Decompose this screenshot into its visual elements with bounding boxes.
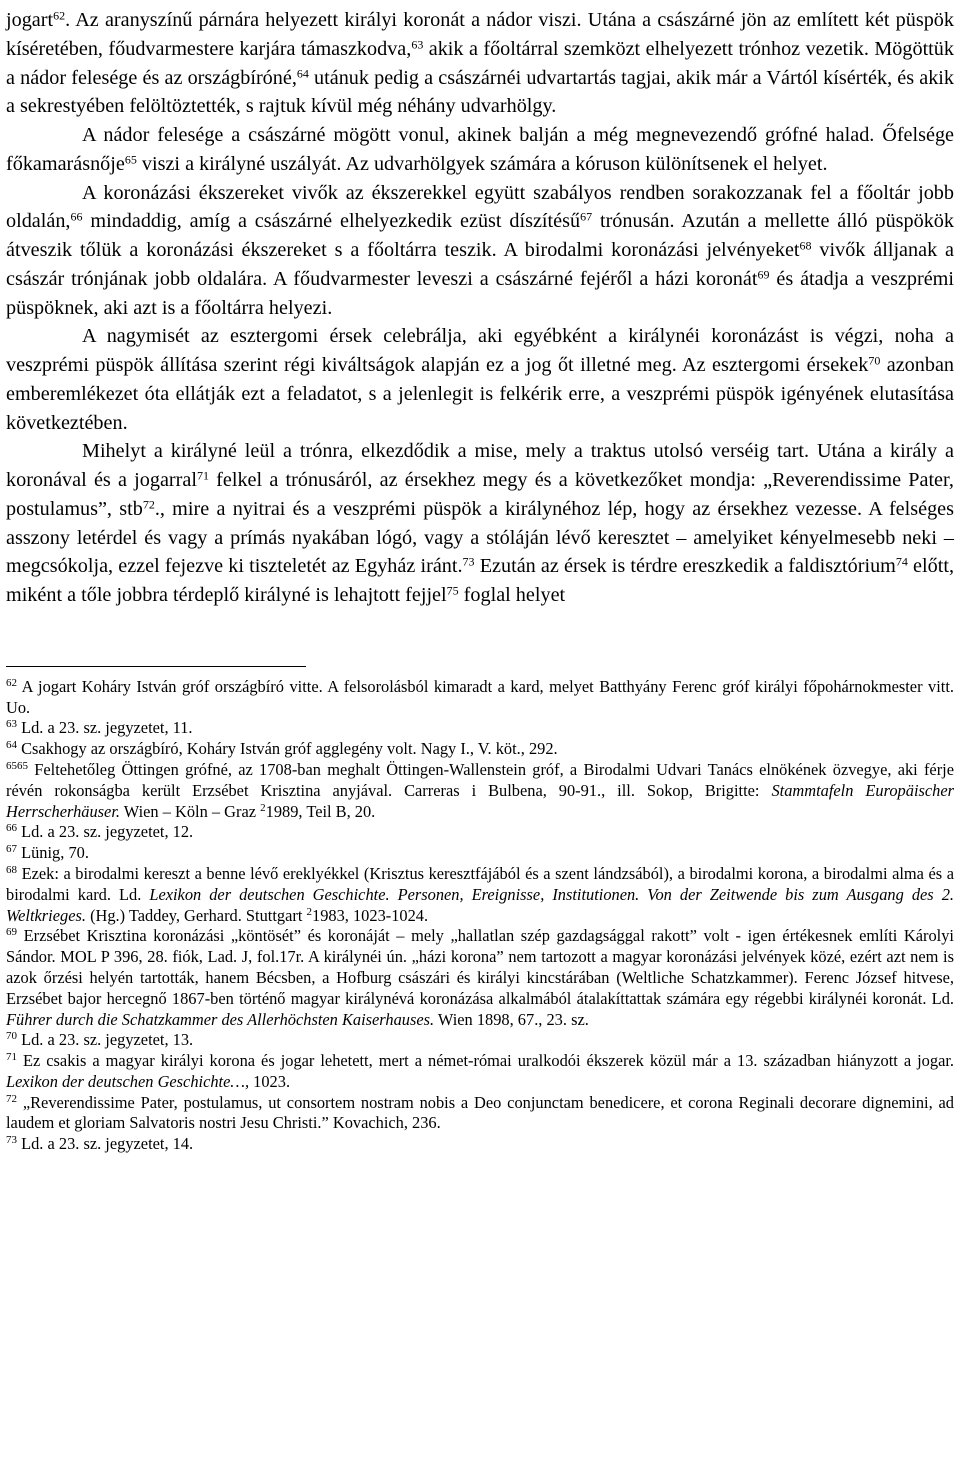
footnote-ref: 69 — [6, 926, 17, 939]
text-run: utánuk pedig a császárnéi udvartartás tagjai, akik már a Vártól kísérték, és akik a sekrestyében felöltöztették, s rajtuk kívül még néhány udvarhölgy. — [6, 66, 954, 118]
italic-text: Stammtafeln Europäischer Herrscherhäuser. — [6, 780, 954, 821]
text-run: előtt, miként a tőle jobbra térdeplő királyné is lehajtott fejjel — [6, 555, 954, 606]
footnote-ref: 72 — [142, 497, 155, 512]
footnote — [6, 822, 954, 843]
text-run: „Reverendissime Pater, postulamus, ut consortem nostram nobis a Deo conjunctam benedicere, et corona Reginali decorare dignemini, ad laudem et gloriam Salvatoris nostri Jesu Christi.” Kovachich, 236. — [6, 1092, 954, 1133]
text-run: A koronázási ékszereket vivők az ékszerekkel együtt szabályos rendben sorakozzanak fel a főoltár jobb oldalán, — [6, 181, 954, 233]
footnote-ref: 68 — [799, 238, 812, 253]
footnote-separator — [6, 666, 306, 667]
text-run: azonban emberemlékezet óta ellátják ezt a feladatot, s a jelenlegit is felkérik erre, a veszprémi püspök igényének elutasítása következtében. — [6, 354, 954, 434]
footnote — [6, 843, 954, 864]
footnote-ref: 75 — [446, 583, 459, 598]
footnote-ref: 2 — [260, 801, 266, 814]
text-run: Wien – Köln – Graz — [119, 801, 261, 821]
text-run: akik a főoltárral szemközt elhelyezett trónhoz vezetik. Mögöttük a nádor felesége és az országbíróné, — [6, 37, 954, 89]
text-run: Ezek: a birodalmi kereszt a benne lévő ereklyékkel (Krisztus keresztfájából és a szent lándzsából), a birodalmi korona, a birodalmi alma és a birodalmi kard. Ld. — [6, 863, 954, 904]
text-run: Mihelyt a királyné leül a trónra, elkezdődik a mise, mely a traktus utolsó verséig tart. Utána a király a koronával és a jogarral — [6, 440, 954, 491]
footnote-ref: 71 — [6, 1051, 17, 1064]
footnote-ref: 65 — [124, 152, 137, 167]
text-run: A nagymisét az esztergomi érsek celebrálja, aki egyébként a királynéi koronázást is végzi, noha a veszprémi püspök állítása szerint régi kiváltságok alapján ez a jog őt illetné meg. Az esztergomi érsekek — [6, 325, 954, 376]
text-run: Feltehetőleg Öttingen grófné, az 1708-ban meghalt Öttingen-Wallenstein gróf, a Birodalmi Udvari Tanács elnökének özvegye, aki férje révén rokonságba került Erzsébet Krisztina anyjával. Carreras i Bulbena, 90-91., ill. Sokop, Brigitte: — [6, 759, 954, 800]
footnote — [6, 1134, 954, 1155]
footnote-ref: 69 — [757, 267, 770, 282]
footnote — [6, 1051, 954, 1093]
text-run: 1983, 1023-1024. — [312, 905, 429, 925]
text-run: A nádor felesége a császárné mögött vonul, akinek balján a még megnevezendő grófné halad. Őfelsége főkamarásnője — [6, 124, 954, 175]
text-run: viszi a királyné uszályát. Az udvarhölgyek számára a kóruson különítsenek el helyet. — [136, 152, 828, 175]
text-run: jogart — [6, 9, 54, 31]
text-run: Ez csakis a magyar királyi korona és jogar lehetett, mert a német-római uralkodói ékszerek közül már a 13. században hiányzott a jogar. — [17, 1051, 954, 1071]
italic-text: Lexikon der deutschen Geschichte. Personen, Ereignisse, Institutionen. Von der Zeitwende bis zum Ausgang des 2. Weltkrieges. — [6, 884, 954, 925]
footnote — [6, 1093, 954, 1135]
text-run: (Hg.) Taddey, Gerhard. Stuttgart — [85, 905, 307, 925]
footnote-ref: 63 — [411, 37, 424, 52]
footnote-ref: 68 — [6, 863, 17, 876]
footnotes — [6, 677, 954, 1155]
paragraph — [6, 6, 954, 121]
text-run: Ld. a 23. sz. jegyzetet, 13. — [17, 1030, 194, 1050]
text-run: Ezután az érsek is térdre ereszkedik a faldisztórium — [474, 555, 896, 578]
text-run: Csakhogy az országbíró, Koháry István gróf agglegény volt. Nagy I., V. köt., 292. — [17, 739, 558, 759]
text-run: 1023. — [249, 1071, 291, 1091]
footnote-ref: 71 — [196, 468, 209, 483]
footnote — [6, 718, 954, 739]
footnote-ref: 70 — [868, 353, 881, 368]
footnote-ref: 67 — [6, 843, 17, 856]
paragraph — [6, 121, 954, 179]
main-text — [6, 6, 954, 610]
footnote-ref: 72 — [6, 1092, 17, 1105]
text-run: trónusán. Azután a mellette álló püspökök átveszik tőlük a koronázási ékszereket s a főoltárra teszik. A birodalmi koronázási jelvényeket — [6, 210, 954, 261]
text-run: vivők álljanak a császár trónjának jobb oldalára. A főudvarmester leveszi a császárné fejéről a házi koronát — [6, 239, 955, 290]
footnote-ref: 66 — [6, 822, 17, 835]
paragraph — [6, 322, 954, 437]
footnote-ref: 6565 — [6, 759, 28, 772]
footnote-ref: 63 — [6, 718, 17, 731]
footnote-ref: 62 — [53, 8, 66, 23]
text-run: 1989, Teil B, 20. — [265, 801, 376, 821]
text-run: . Az aranyszínű párnára helyezett királyi koronát a nádor viszi. Utána a császárné jön az említett két püspök kíséretében, főudvarmestere karjára támaszkodva, — [6, 9, 954, 60]
footnote — [6, 1030, 954, 1051]
footnote-ref: 66 — [70, 209, 83, 224]
text-run: mindaddig, amíg a császárné elhelyezkedik ezüst díszítésű — [82, 210, 581, 233]
footnote — [6, 926, 954, 1030]
footnote — [6, 760, 954, 822]
footnote-ref: 2 — [306, 905, 312, 918]
footnote-ref: 73 — [462, 554, 475, 569]
footnote-ref: 67 — [580, 209, 593, 224]
text-run: Ld. a 23. sz. jegyzetet, 11. — [17, 718, 193, 738]
document-page — [6, 6, 954, 1155]
text-run: Ld. a 23. sz. jegyzetet, 14. — [17, 1134, 194, 1154]
footnote-ref: 64 — [6, 739, 17, 752]
text-run: ., mire a nyitrai és a veszprémi püspök a királynéhoz lép, hogy az érsekhez vezesse. A felséges asszony letérdel és vagy a prímás nyakában lógó, vagy a stóláján lévő keresztet – amelyiket kényelmesebb neki – megcsókolja, ezzel fejezve ki tiszteletét az Egyház iránt. — [6, 497, 954, 578]
text-run: felkel a trónusáról, az érsekhez megy és a következőket mondja: „Reverendissime Pater, postulamus”, stb — [6, 469, 954, 520]
footnote — [6, 677, 954, 719]
text-run: Ld. a 23. sz. jegyzetet, 12. — [17, 822, 194, 842]
footnote-ref: 62 — [6, 676, 17, 689]
text-run: A jogart Koháry István gróf országbíró vitte. A felsorolásból kimaradt a kard, melyet Batthyány Ferenc gróf királyi főpohárnokmester vitt. Uo. — [6, 676, 954, 717]
paragraph — [6, 437, 954, 610]
text-run: Wien 1898, 67., 23. sz. — [434, 1009, 589, 1029]
footnote-ref: 70 — [6, 1030, 17, 1043]
text-run: és átadja a veszprémi püspöknek, aki azt is a főoltárra helyezi. — [6, 267, 954, 319]
footnote — [6, 864, 954, 926]
paragraph — [6, 179, 954, 323]
footnote-ref: 73 — [6, 1134, 17, 1147]
text-run: Lünig, 70. — [17, 843, 89, 863]
italic-text: Führer durch die Schatzkammer des Allerhöchsten Kaiserhauses. — [6, 1009, 435, 1029]
text-run: foglal helyet — [458, 584, 566, 606]
footnote-ref: 74 — [895, 554, 908, 569]
text-run: Erzsébet Krisztina koronázási „köntösét” és koronáját – mely „hallatlan szép gazdagsággal rakott” volt - igen értékesnek említi Károlyi Sándor. MOL P 396, 28. fiók, Lad. J, fol.17r. A királynéi ún. „házi korona” nem tartozott a magyar koronázási jelvények közé, ezért azt nem is azok őrzési helyén tartották, hanem Bécsben, a Hofburg császári és királyi kincstárában (Weltliche Schatzkammer). Ferenc József hitvese, Erzsébet bajor hercegnő 1867-ben történő magyar királynévá koronázása alkalmából átalakíttattak számára egy régebbi királynéi koronát. Ld. — [6, 926, 954, 1008]
italic-text: Lexikon der deutschen Geschichte…, — [6, 1071, 250, 1091]
footnote-ref: 64 — [296, 65, 309, 80]
footnote — [6, 739, 954, 760]
